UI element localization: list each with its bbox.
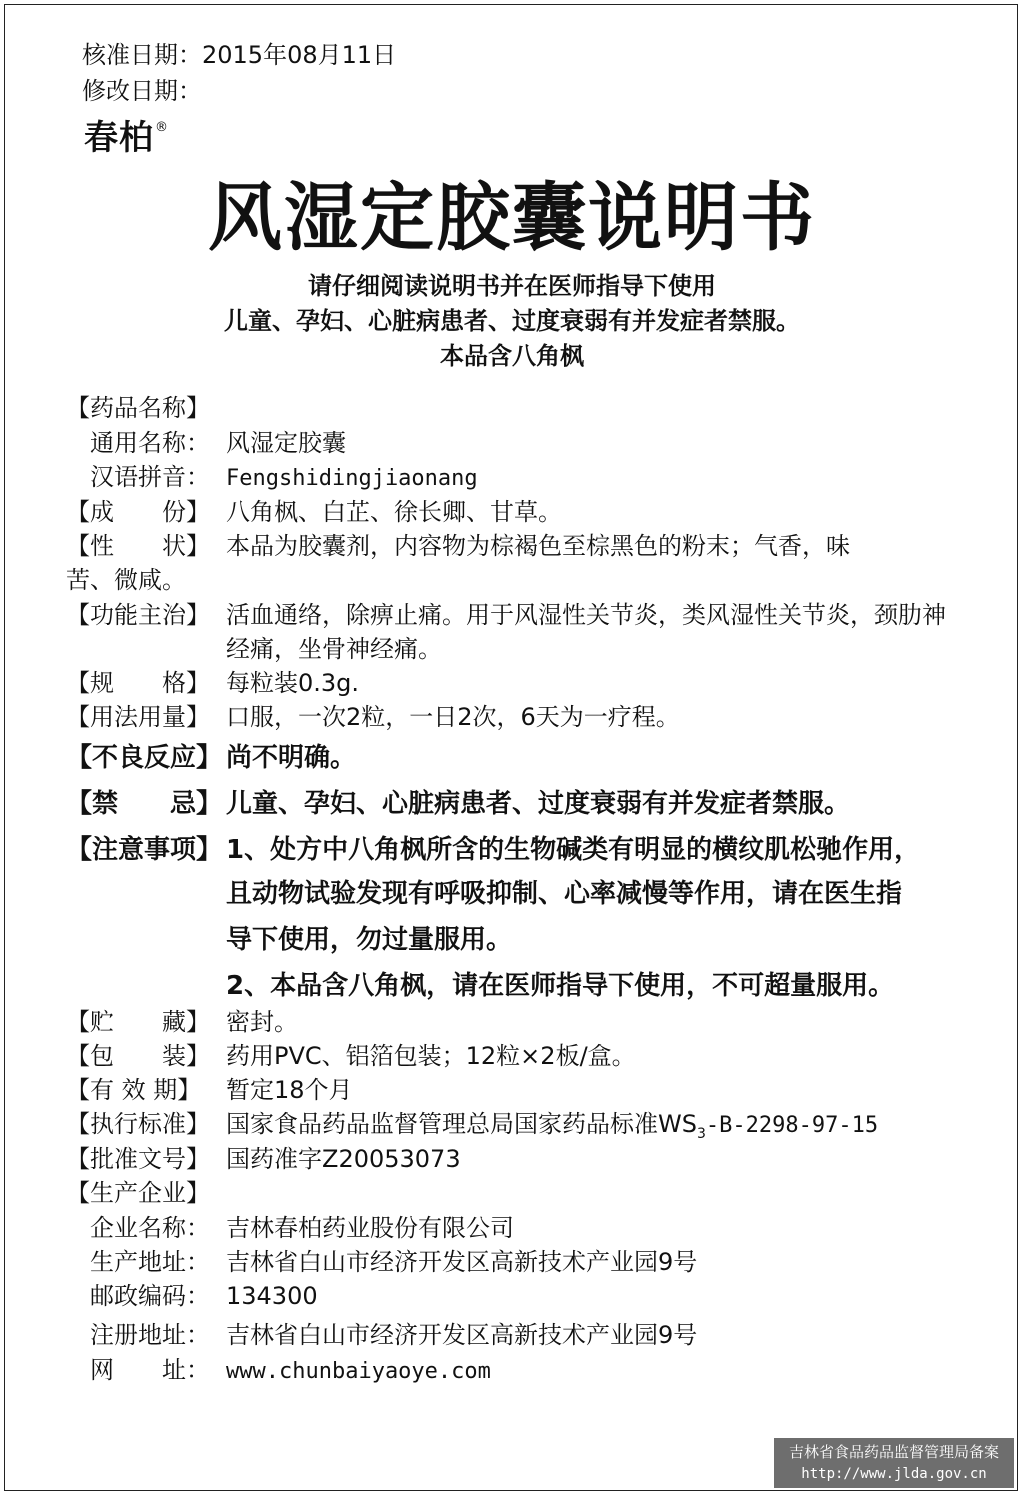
postal-code-value: 134300 (226, 1282, 318, 1310)
precaution-line-4: 2、本品含八角枫，请在医师指导下使用，不可超量服用。 (226, 971, 895, 1001)
registered-address-value: 吉林省白山市经济开发区高新技术产业园9号 (226, 1321, 698, 1349)
precaution-line-2: 且动物试验发现有呼吸抑制、心率减慢等作用，请在医生指 (226, 879, 903, 909)
section-label: 【有 效 期】 (66, 1076, 202, 1104)
section-label: 【执行标准】 (66, 1110, 210, 1138)
company-name (90, 1211, 514, 1245)
generic-name-key: 通用名称： (90, 429, 210, 457)
section-label: 【生产企业】 (66, 1179, 210, 1207)
production-address-value: 吉林省白山市经济开发区高新技术产业园9号 (226, 1248, 698, 1276)
section-value: 药用PVC、铝箔包装；12粒×2板/盒。 (226, 1042, 636, 1070)
section-spec (66, 666, 966, 700)
section-manufacturer (66, 1176, 966, 1210)
registered-address-key: 注册地址： (90, 1321, 210, 1349)
section-contraindications (66, 782, 966, 826)
section-drug-name (66, 391, 966, 425)
section-label: 【成 份】 (66, 498, 210, 526)
section-dosage (66, 700, 966, 734)
section-label: 【不良反应】 (66, 743, 223, 773)
postal-code (90, 1279, 318, 1313)
brand-logo (84, 110, 169, 159)
registered-address (90, 1318, 697, 1352)
section-properties (66, 529, 966, 563)
section-value: 本品为胶囊剂，内容物为棕褐色至棕黑色的粉末；气香，味 (226, 532, 850, 560)
brand-name: 春柏 (84, 118, 154, 158)
production-address (90, 1245, 697, 1279)
section-label: 【规 格】 (66, 669, 210, 697)
production-address-key: 生产地址： (90, 1248, 210, 1276)
pinyin-key: 汉语拼音： (90, 463, 210, 491)
section-value: 每粒装0.3g. (226, 669, 360, 697)
section-label: 【注意事项】 (66, 835, 223, 865)
section-adverse (66, 736, 966, 780)
section-storage (66, 1005, 966, 1039)
section-approval (66, 1142, 966, 1176)
registration-watermark (774, 1438, 1014, 1488)
company-name-value: 吉林春柏药业股份有限公司 (226, 1214, 514, 1242)
section-precautions (66, 828, 966, 872)
section-value: 八角枫、白芷、徐长卿、甘草。 (226, 498, 562, 526)
section-label: 【性 状】 (66, 532, 210, 560)
section-package (66, 1039, 966, 1073)
warning-line-1: 请仔细阅读说明书并在医师指导下使用 (308, 272, 716, 300)
company-name-key: 企业名称： (90, 1214, 210, 1242)
revision-date: 修改日期： (82, 77, 202, 105)
standard-text: 国家食品药品监督管理总局国家药品标准WS (226, 1110, 697, 1138)
watermark-text: 吉林省食品药品监督管理局备案 (788, 1443, 999, 1461)
section-value: 活血通络，除痹止痛。用于风湿性关节炎，类风湿性关节炎，颈肋神经痛，坐骨神经痛。 (226, 601, 946, 663)
generic-name-value: 风湿定胶囊 (226, 429, 346, 457)
document-title: 风湿定胶囊说明书 (208, 175, 816, 261)
section-expiry (66, 1073, 966, 1107)
precaution-line-4-row (66, 964, 966, 1008)
precaution-line-3-row (66, 918, 966, 962)
warning-line-2: 儿童、孕妇、心脏病患者、过度衰弱有并发症者禁服。 (224, 307, 800, 335)
section-value: 儿童、孕妇、心脏病患者、过度衰弱有并发症者禁服。 (226, 789, 851, 819)
website-key: 网 址： (90, 1356, 210, 1384)
section-label: 【药品名称】 (66, 394, 210, 422)
section-label: 【用法用量】 (66, 703, 210, 731)
watermark-url: http://www.jlda.gov.cn (801, 1466, 987, 1482)
section-value: 口服，一次2粒，一日2次，6天为一疗程。 (226, 703, 680, 731)
section-value: 尚不明确。 (226, 743, 357, 773)
pinyin-value: Fengshidingjiaonang (226, 466, 478, 491)
precaution-line-1: 1、处方中八角枫所含的生物碱类有明显的横纹肌松驰作用， (226, 835, 921, 865)
section-label: 【贮 藏】 (66, 1008, 210, 1036)
precaution-line-3: 导下使用，勿过量服用。 (226, 925, 513, 955)
website-value[interactable]: www.chunbaiyaoye.com (226, 1359, 491, 1384)
generic-name (90, 426, 346, 460)
website (90, 1353, 491, 1389)
section-indications (66, 598, 966, 666)
warning-line-3: 本品含八角枫 (440, 342, 584, 370)
section-ingredients (66, 495, 966, 529)
postal-code-key: 邮政编码： (90, 1282, 210, 1310)
properties-continuation: 苦、微咸。 (66, 566, 186, 594)
section-label: 【批准文号】 (66, 1145, 210, 1173)
standard-subscript: 3 (696, 1125, 706, 1142)
pinyin-name (90, 460, 478, 496)
section-label: 【禁 忌】 (66, 789, 223, 819)
registered-mark: ® (155, 120, 169, 135)
section-value: 暂定18个月 (226, 1076, 353, 1104)
section-value: 密封。 (226, 1008, 298, 1036)
standard-code: -B-2298-97-15 (705, 1113, 879, 1138)
approval-date: 核准日期：2015年08月11日 (82, 41, 397, 69)
section-label: 【包 装】 (66, 1042, 210, 1070)
section-value: 国药准字Z20053073 (226, 1145, 461, 1173)
section-label: 【功能主治】 (66, 601, 210, 629)
precaution-line-2-row (66, 872, 966, 916)
